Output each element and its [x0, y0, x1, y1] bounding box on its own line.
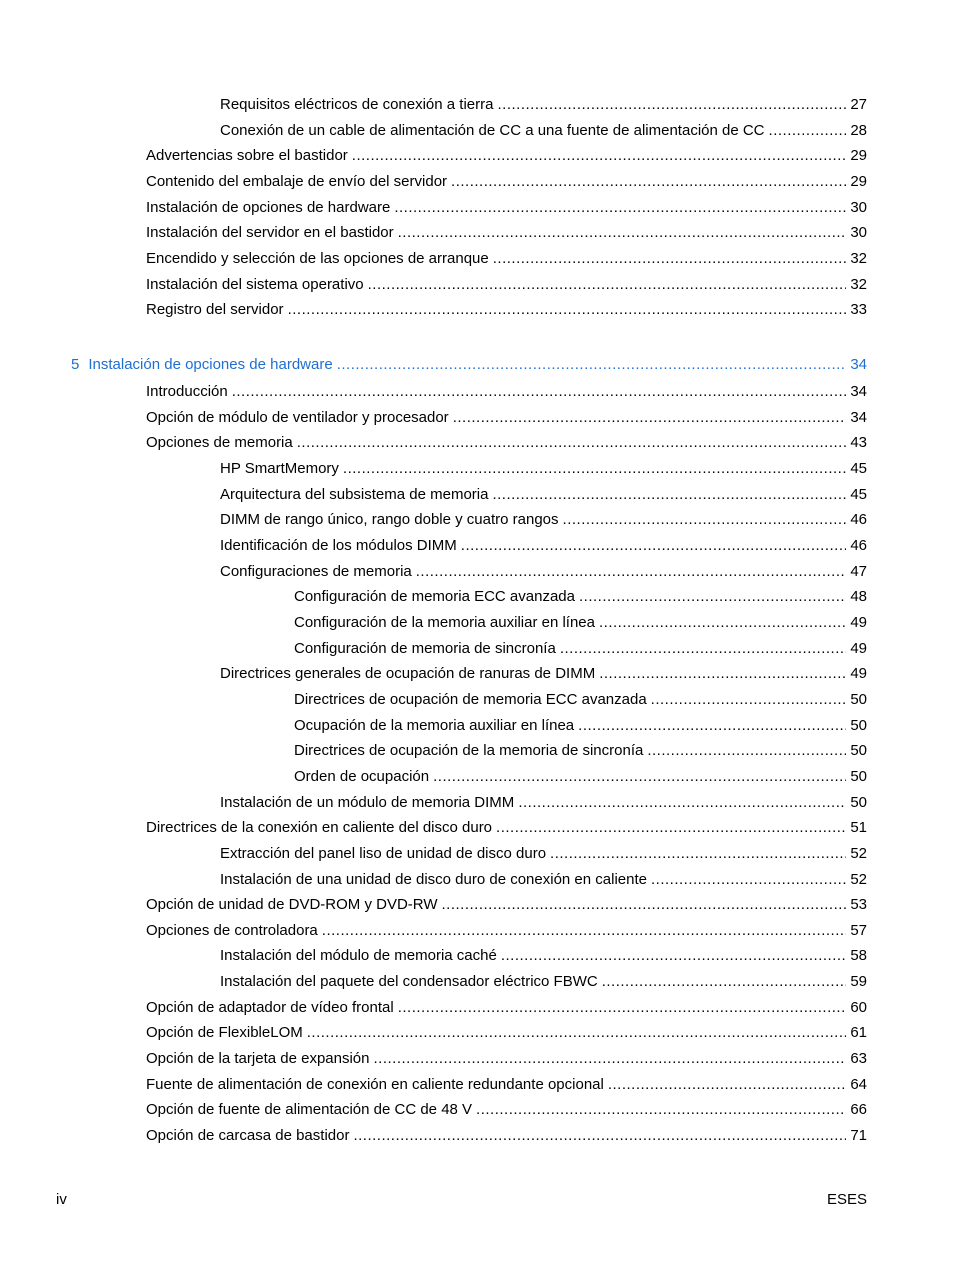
toc-entry[interactable]	[294, 768, 867, 786]
toc-entry-page: 48	[850, 588, 867, 605]
toc-entry-page: 30	[850, 224, 867, 241]
dot-leader	[563, 511, 847, 529]
toc-entry-title: Directrices generales de ocupación de ranuras de DIMM	[220, 665, 596, 682]
toc-entry[interactable]	[146, 301, 867, 319]
toc-entry[interactable]	[220, 871, 867, 889]
dot-leader	[599, 665, 846, 683]
toc-entry-title: Instalación del paquete del condensador eléctrico FBWC	[220, 973, 598, 990]
toc-entry[interactable]	[146, 999, 867, 1017]
toc-entry-title: Instalación de un módulo de memoria DIMM	[220, 794, 515, 811]
toc-entry[interactable]	[146, 1050, 867, 1068]
dot-leader	[352, 147, 847, 165]
toc-entry-title: Opciones de controladora	[146, 922, 318, 939]
toc-entry-title: Introducción	[146, 383, 228, 400]
dot-leader	[461, 537, 847, 555]
toc-entry[interactable]	[146, 199, 867, 217]
toc-entry[interactable]	[220, 563, 867, 581]
dot-leader	[602, 973, 847, 991]
toc-entry-title: Instalación de una unidad de disco duro de conexión en caliente	[220, 871, 647, 888]
toc-entry[interactable]	[146, 1101, 867, 1119]
toc-entry-title: Opción de adaptador de vídeo frontal	[146, 999, 394, 1016]
dot-leader	[769, 122, 847, 140]
dot-leader	[651, 691, 847, 709]
toc-entry[interactable]	[220, 96, 867, 114]
dot-leader	[497, 96, 846, 114]
toc-entry-title: Registro del servidor	[146, 301, 284, 318]
toc-entry-page: 61	[850, 1024, 867, 1041]
page-number: iv	[56, 1191, 67, 1208]
toc-entry-page: 33	[850, 301, 867, 318]
toc-entry-title: Requisitos eléctricos de conexión a tierra	[220, 96, 494, 113]
toc-chapter-number: 5	[71, 356, 80, 373]
dot-leader	[560, 640, 847, 658]
dot-leader	[368, 276, 847, 294]
toc-entry-title: Advertencias sobre el bastidor	[146, 147, 348, 164]
toc-entry-title: Ocupación de la memoria auxiliar en línea	[294, 717, 575, 734]
toc-entry[interactable]	[220, 486, 867, 504]
toc-entry-title: Opción de fuente de alimentación de CC de 48 V	[146, 1101, 473, 1118]
toc-entry-page: 49	[850, 640, 867, 657]
dot-leader	[394, 199, 846, 217]
toc-entry[interactable]	[146, 173, 867, 191]
toc-entry-title: Encendido y selección de las opciones de arranque	[146, 250, 489, 267]
dot-leader	[492, 486, 846, 504]
toc-entry[interactable]	[294, 742, 867, 760]
toc-entry-page: 52	[850, 845, 867, 862]
toc-chapter-label: Instalación de opciones de hardware	[88, 356, 333, 373]
toc-entry-title: Instalación del servidor en el bastidor	[146, 224, 394, 241]
toc-entry[interactable]	[220, 537, 867, 555]
toc-entry-page: 34	[850, 409, 867, 426]
toc-entry[interactable]	[220, 665, 867, 683]
toc-entry-title: HP SmartMemory	[220, 460, 339, 477]
toc-entry-title: Arquitectura del subsistema de memoria	[220, 486, 489, 503]
toc-entry-page: 34	[850, 383, 867, 400]
toc-entry-page: 66	[850, 1101, 867, 1118]
dot-leader	[353, 1127, 846, 1145]
toc-entry-title: Instalación del módulo de memoria caché	[220, 947, 497, 964]
toc-entry-title: Extracción del panel liso de unidad de disco duro	[220, 845, 547, 862]
dot-leader	[608, 1076, 846, 1094]
toc-entry-title: Orden de ocupación	[294, 768, 430, 785]
toc-entry[interactable]	[294, 640, 867, 658]
dot-leader	[288, 301, 847, 319]
dot-leader	[550, 845, 846, 863]
toc-entry[interactable]	[294, 717, 867, 735]
toc-chapter-title	[71, 356, 333, 374]
toc-entry-page: 59	[850, 973, 867, 990]
toc-entry-page: 71	[850, 1127, 867, 1144]
dot-leader	[451, 173, 846, 191]
toc-entry-title: Instalación de opciones de hardware	[146, 199, 391, 216]
dot-leader	[599, 614, 846, 632]
toc-entry-title: Opción de carcasa de bastidor	[146, 1127, 350, 1144]
toc-entry-title: Opción de FlexibleLOM	[146, 1024, 303, 1041]
dot-leader	[343, 460, 846, 478]
toc-entry-page: 29	[850, 173, 867, 190]
toc-entry-title: Configuraciones de memoria	[220, 563, 412, 580]
toc-entry[interactable]	[294, 588, 867, 606]
toc-entry-title: Identificación de los módulos DIMM	[220, 537, 457, 554]
toc-entry-title: Directrices de ocupación de memoria ECC avanzada	[294, 691, 647, 708]
toc-entry-page: 53	[850, 896, 867, 913]
toc-entry-title: Conexión de un cable de alimentación de CC a una fuente de alimentación de CC	[220, 122, 765, 139]
toc-entry-page: 46	[850, 511, 867, 528]
toc-entry-page: 43	[850, 434, 867, 451]
dot-leader	[453, 409, 847, 427]
toc-entry-page: 58	[850, 947, 867, 964]
toc-entry-page: 49	[850, 665, 867, 682]
toc-entry[interactable]	[220, 460, 867, 478]
toc-entry-title: Opción de la tarjeta de expansión	[146, 1050, 370, 1067]
dot-leader	[373, 1050, 846, 1068]
dot-leader	[297, 434, 847, 452]
dot-leader	[398, 999, 847, 1017]
toc-entry[interactable]	[146, 147, 867, 165]
toc-entry[interactable]	[294, 691, 867, 709]
toc-entry[interactable]	[146, 819, 867, 837]
dot-leader	[337, 356, 847, 374]
toc-entry-title: Contenido del embalaje de envío del servidor	[146, 173, 448, 190]
toc-entry-page: 29	[850, 147, 867, 164]
toc-entry-title: Configuración de memoria de sincronía	[294, 640, 556, 657]
dot-leader	[476, 1101, 846, 1119]
toc-entry-page: 60	[850, 999, 867, 1016]
toc-entry[interactable]	[220, 511, 867, 529]
toc-entry[interactable]	[146, 1127, 867, 1145]
toc-entry-page: 27	[850, 96, 867, 113]
toc-entry[interactable]	[220, 845, 867, 863]
toc-entry[interactable]	[146, 224, 867, 242]
toc-entry[interactable]	[146, 383, 867, 401]
toc-entry[interactable]	[146, 434, 867, 452]
toc-entry-title: Directrices de la conexión en caliente del disco duro	[146, 819, 493, 836]
toc-entry[interactable]	[146, 896, 867, 914]
toc-entry[interactable]	[220, 122, 867, 140]
dot-leader	[232, 383, 847, 401]
dot-leader	[416, 563, 847, 581]
language-code: ESES	[826, 1191, 867, 1208]
toc-entry-title: DIMM de rango único, rango doble y cuatro rangos	[220, 511, 559, 528]
toc-entry-page: 30	[850, 199, 867, 216]
toc-entry-page: 57	[850, 922, 867, 939]
toc-entry-page: 45	[850, 460, 867, 477]
dot-leader	[518, 794, 846, 812]
toc-entry[interactable]	[294, 614, 867, 632]
toc-entry-page: 51	[850, 819, 867, 836]
dot-leader	[307, 1024, 847, 1042]
dot-leader	[433, 768, 846, 786]
toc-entry-page: 50	[850, 691, 867, 708]
toc-entry-page: 32	[850, 250, 867, 267]
toc-entry-page: 64	[850, 1076, 867, 1093]
toc-entry[interactable]	[146, 1024, 867, 1042]
toc-entry-title: Opción de unidad de DVD-ROM y DVD-RW	[146, 896, 438, 913]
toc-entry-title: Configuración de memoria ECC avanzada	[294, 588, 575, 605]
toc-entry-page: 45	[850, 486, 867, 503]
dot-leader	[647, 742, 846, 760]
dot-leader	[496, 819, 846, 837]
dot-leader	[398, 224, 847, 242]
dot-leader	[322, 922, 847, 940]
toc-entry[interactable]	[146, 250, 867, 268]
toc-entry-title: Fuente de alimentación de conexión en caliente redundante opcional	[146, 1076, 604, 1093]
toc-entry-page: 28	[850, 122, 867, 139]
toc-entry[interactable]	[220, 794, 867, 812]
toc-entry-page: 46	[850, 537, 867, 554]
toc-entry-page: 50	[850, 717, 867, 734]
toc-entry-title: Instalación del sistema operativo	[146, 276, 364, 293]
toc-entry-page: 49	[850, 614, 867, 631]
dot-leader	[651, 871, 846, 889]
toc-entry-title: Opción de módulo de ventilador y procesador	[146, 409, 449, 426]
toc-chapter-page: 34	[850, 356, 867, 373]
toc-chapter-link[interactable]	[71, 356, 867, 374]
toc-entry-page: 50	[850, 768, 867, 785]
toc-entry-page: 63	[850, 1050, 867, 1067]
toc-entry-page: 52	[850, 871, 867, 888]
toc-entry-title: Directrices de ocupación de la memoria de sincronía	[294, 742, 644, 759]
toc-entry[interactable]	[146, 922, 867, 940]
toc-entry[interactable]	[220, 973, 867, 991]
toc-entry[interactable]	[146, 276, 867, 294]
dot-leader	[493, 250, 847, 268]
toc-entry-page: 47	[850, 563, 867, 580]
toc-entry-page: 50	[850, 742, 867, 759]
toc-entry-title: Opciones de memoria	[146, 434, 293, 451]
toc-entry-page: 50	[850, 794, 867, 811]
dot-leader	[442, 896, 847, 914]
dot-leader	[579, 588, 846, 606]
dot-leader	[501, 947, 846, 965]
dot-leader	[578, 717, 846, 735]
toc-entry-title: Configuración de la memoria auxiliar en línea	[294, 614, 595, 631]
toc-entry[interactable]	[146, 1076, 867, 1094]
toc-entry[interactable]	[146, 409, 867, 427]
toc-entry-page: 32	[850, 276, 867, 293]
toc-entry[interactable]	[220, 947, 867, 965]
